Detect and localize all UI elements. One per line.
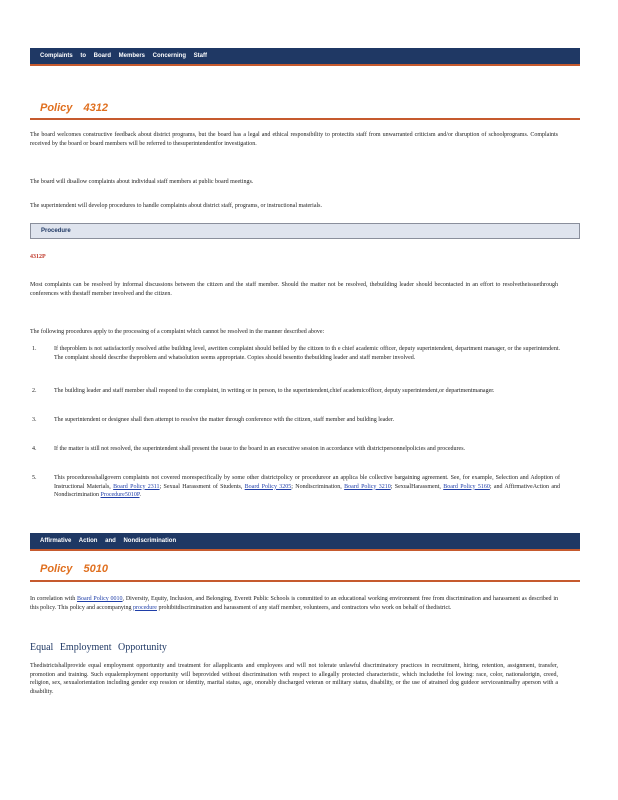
policy-5010-text-a: In correlation with	[30, 596, 76, 602]
policy-4312-para-1: The board welcomes constructive feedback about district programs, but the board has a legal and ethical responsibility to protectits staff from unwarranted criticism and/or disruption of schoolprograms. Complaints received by the board or board members will be referred to thesuperintendentfor investigation.	[30, 132, 558, 147]
list-item-number: 3.	[32, 417, 37, 423]
policy-5010-text-b: , Diversity, Equity, Inclusion, and Belonging, Everett Public Schools is committed to an educational working environment free from discrimination and harassment as described in this policy. This policy and accompanying	[30, 596, 559, 611]
section-rule	[30, 118, 580, 120]
item5-text-f: .	[139, 492, 141, 498]
list-item-number: 4.	[32, 446, 37, 452]
second-band	[30, 533, 580, 551]
procedure-para-2: The following procedures apply to the processing of a complaint which cannot be resolved in the manner described above:	[30, 329, 325, 335]
item5-text-d: ; SexualHarassment,	[390, 483, 441, 490]
second-band-title: Affirmative Action and Nondiscrimination	[40, 538, 177, 544]
board-policy-5160-link[interactable]: Board Policy 5160	[443, 483, 490, 490]
list-item-text: If theproblem is not satisfactorily resolved atthe building level, awritten complaint should befiled by the citizen to th e chief academic officer, deputy superintendent, department manager, or the superintendent. The complaint should describe theproblem and whatsolution seems appropriate. Copies should besentto thebuilding leader and staff member involved.	[54, 346, 560, 361]
procedure-para-1: Most complaints can be resolved by informal discussions between the citizen and the staff member. Should the matter not be resolved, thebuilding leader should becontacted in an effort to resolvetheissuethrough conferences with thestaff member involved and the citizen.	[30, 282, 558, 297]
policy-5010-text-c: prohibitdiscrimination and harassment of any staff member, volunteers, and contractors who work on behalf of thedistrict.	[158, 604, 452, 611]
board-policy-3210-link[interactable]: Board Policy 3210	[344, 483, 391, 490]
list-item-text: The building leader and staff member shall respond to the complaint, in writing or in person, to the superintendent,chief academicofficer, deputy superintendent,or departmentmanager.	[54, 388, 495, 394]
header-band	[30, 48, 580, 66]
policy-label: Policy	[40, 563, 73, 575]
item5-text-b: ; Sexual Harassment of Students,	[159, 483, 243, 490]
list-item-number: 5.	[32, 475, 37, 481]
item5-text-c: ; Nondiscrimination,	[291, 483, 342, 490]
procedure-code: 4312P	[30, 254, 46, 260]
section-rule	[30, 580, 580, 582]
item5-text-a: This proceduresshallgovern complaints not covered morespecifically by some other districtpolicy or procedureor an applica ble collective bargaining agreement. See, for example, Selection and Adoption of Instructional Materials,	[54, 475, 560, 490]
board-policy-3205-link[interactable]: Board Policy 3205	[244, 483, 292, 490]
procedure-label: Procedure	[41, 228, 71, 234]
procedure-link[interactable]: procedure	[132, 604, 157, 611]
list-item-number: 2.	[32, 388, 37, 394]
policy-5010-heading	[40, 563, 108, 575]
item5-text-e: ; and AffirmativeAction and Nondiscrimination	[54, 483, 561, 498]
procedure-box	[30, 223, 580, 239]
procedure-5010p-link[interactable]: Procedure5010P	[100, 492, 140, 498]
policy-number: 5010	[83, 563, 108, 575]
list-item-number: 1.	[32, 346, 37, 352]
list-item-text	[54, 474, 560, 500]
list-item-text: If the matter is still not resolved, the superintendent shall present the issue to the board in an executive session in accordance with districtpersonnelpolicies and procedures.	[54, 446, 466, 452]
policy-4312-para-3: The superintendent will develop procedures to handle complaints about district staff, programs, or instructional materials.	[30, 203, 322, 209]
policy-5010-para-1	[30, 595, 558, 612]
policy-4312-para-2: The board will disallow complaints about individual staff members at public board meetings.	[30, 179, 254, 185]
board-policy-0010-link[interactable]: Board Policy 0010	[76, 596, 123, 602]
equal-employment-subhead: Equal Employment Opportunity	[30, 642, 167, 653]
policy-5010-para-2: Thedistrictshallprovide equal employment opportunity and treatment for allapplicants and employees and will not tolerate unlawful discriminatory practices in recruitment, hiring, retention, assignment, transfer, promotion and training. Such equalemployment opportunity will beprovided without discrimination with respect to allegally protected characteristic, which includethe fol lowing: race, color, nationalorigin, creed, religion, sex, sexualorientation including gender exp ression or identity, marital status, age, onorably discharged veteran or military status, disability, or the use of atrained dog guideor serviceanimalby aperson with a disability.	[30, 663, 558, 695]
list-item-text: The superintendent or designee shall then attempt to resolve the matter through conference with the citizen, staff member and building leader.	[54, 417, 395, 423]
header-band-title: Complaints to Board Members Concerning Staff	[40, 53, 208, 59]
policy-number: 4312	[83, 102, 108, 114]
policy-label: Policy	[40, 102, 73, 114]
board-policy-2311-link[interactable]: Board Policy 2311	[113, 483, 160, 490]
policy-4312-heading	[40, 102, 108, 114]
